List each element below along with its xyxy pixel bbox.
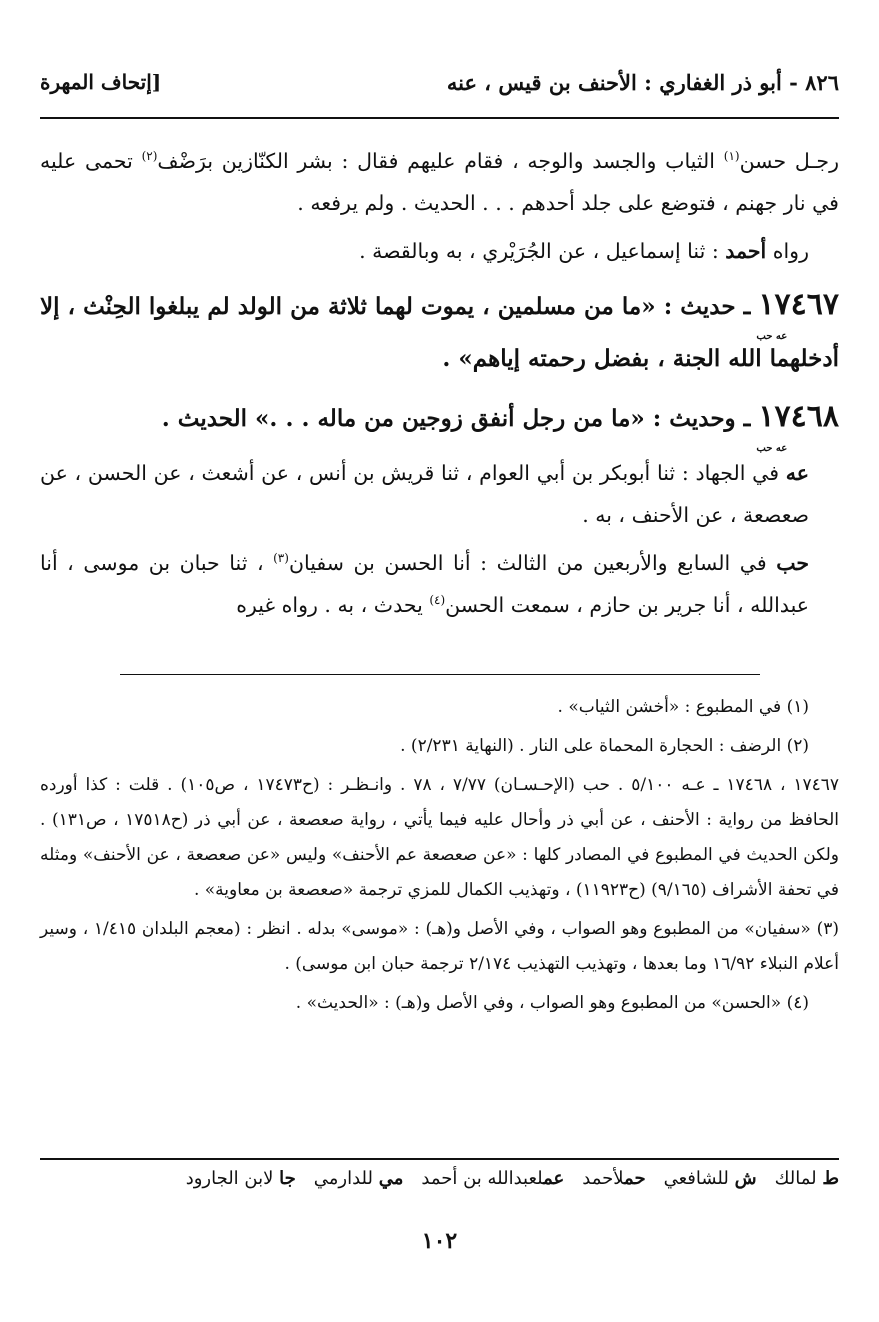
paragraph-3	[40, 452, 839, 536]
source-code: عه	[785, 461, 809, 485]
hadith-number	[756, 280, 839, 342]
legend-label: لأحمد	[582, 1168, 625, 1189]
footnote-references: ١٧٤٦٧ ، ١٧٤٦٨ ـ عـه ٥/١٠٠ . حب (الإحـسـان) ٧/٧٧ ، ٧٨ . وانـظـر : (ح١٧٤٧٣ ، ص١٠٥) . قلت : كذا أورده الحافظ من رواية : الأحنف ، عن أبي ذر وأحال عليه فيما يأتي ، رواية صعصعة ، عن أبي ذر (ح١٧٥١٨ ، ص١٣١) . ولكن الحديث في المطبوع في المصادر كلها : «عن صعصعة عم الأحنف» وليس «عن صعصعة ، عن الأحنف» ومثله في تحفة الأشراف (٩/١٦٥) (ح١١٩٢٣) ، وتهذيب الكمال للمزي ترجمة «صعصعة بن معاوية» .	[40, 775, 840, 900]
hadith-number	[756, 392, 839, 454]
hadith-number-text: ١٧٤٦٨	[758, 399, 839, 434]
legend-code: جا	[279, 1168, 296, 1189]
footnote-ref-3: (٣)	[273, 551, 289, 566]
legend-label: للدارمي	[313, 1168, 373, 1189]
hadith-17467	[40, 280, 839, 384]
text-run: رجـل حسن	[739, 149, 839, 173]
text-run: في السابع والأربعين من الثالث : أنا الحسن بن سفيان	[288, 551, 777, 575]
hadith-text: ـ حديث : «ما من مسلمين ، يموت لهما ثلاثة من الولد لم يبلغوا الحِنْث ، إلا أدخلهما الله الجنة ، بفضل رحمته إياهم» .	[40, 293, 839, 372]
legend-item	[582, 1168, 645, 1189]
text-bold: أحمد	[725, 239, 767, 263]
hadith-source-marks: عه حب	[756, 331, 788, 342]
header-book-title: [إتحاف المهرة	[40, 70, 162, 94]
header-rule	[40, 117, 839, 119]
footnote-ref-4: (٤)	[429, 593, 446, 608]
legend-code: مي	[378, 1168, 404, 1189]
header-title: ٨٢٦ - أبو ذر الغفاري : الأحنف بن قيس ، عنه	[446, 69, 839, 95]
page-number: ١٠٢	[421, 1228, 458, 1254]
footnotes	[40, 690, 839, 1021]
legend-code: ش	[734, 1168, 757, 1189]
legend-item	[664, 1168, 757, 1189]
legend-code: حم	[624, 1168, 646, 1189]
legend-item	[314, 1168, 404, 1189]
text-run: يحدث ، به . رواه غيره	[236, 593, 430, 617]
footnote-ref-2: (٢)	[141, 149, 158, 164]
main-text	[40, 140, 839, 626]
legend-label: لابن الجارود	[185, 1168, 274, 1189]
hadith-number-text: ١٧٤٦٧	[758, 287, 839, 322]
legend-code: عم	[543, 1168, 565, 1189]
legend-rule	[40, 1158, 839, 1160]
legend-item	[186, 1168, 296, 1189]
footnote-rule	[120, 674, 760, 675]
text-run: الثياب والجسد والوجه ، فقام عليهم فقال : بشر الكنّازين برَضْف	[157, 149, 724, 173]
legend-item	[775, 1168, 839, 1189]
text-run: ، ثنا حبان بن موسى ، أنا عبدالله ، أنا جرير بن حازم ، سمعت الحسن	[40, 551, 809, 617]
paragraph-1	[40, 140, 839, 224]
legend-label: للشافعي	[663, 1168, 729, 1189]
footnote-2: (٢) الرضف : الحجارة المحماة على النار . (النهاية ٢/٢٣١) .	[400, 736, 809, 756]
footnote-ref-1: (١)	[723, 149, 740, 164]
hadith-17468	[40, 392, 839, 454]
text-run: رواه	[766, 239, 809, 263]
footnote-1: (١) في المطبوع : «أخشن الثياب» .	[557, 697, 809, 717]
page-header	[40, 62, 839, 102]
text-run: : ثنا إسماعيل ، عن الجُرَيْري ، به وبالقصة .	[359, 239, 726, 263]
footnote-3: (٣) «سفيان» من المطبوع وهو الصواب ، وفي الأصل و(هـ) : «موسى» بدله . انظر : (معجم البلدان ١/٤١٥ ، وسير أعلام النبلاء ١٦/٩٢ وما بعدها ، وتهذيب التهذيب ٢/١٧٤ ترجمة حبان ابن موسى) .	[40, 919, 839, 974]
legend-label: لعبدالله بن أحمد	[421, 1168, 544, 1189]
text-run: تحمى عليه في نار جهنم ، فتوضع على جلد أحدهم . . . الحديث . ولم يرفعه .	[40, 149, 839, 215]
paragraph-2	[40, 230, 839, 272]
text-run: في الجهاد : ثنا أبوبكر بن أبي العوام ، ثنا قريش بن أنس ، عن أشعث ، عن الحسن ، عن صعصعة ، عن الأحنف ، به .	[40, 461, 809, 527]
hadith-source-marks: عه حب	[756, 443, 788, 454]
legend-item	[421, 1168, 564, 1189]
legend-code: ط	[822, 1168, 839, 1189]
abbreviation-legend	[40, 1168, 839, 1189]
paragraph-4	[40, 542, 839, 626]
hadith-text: ـ وحديث : «ما من رجل أنفق زوجين من ماله . . .» الحديث .	[161, 405, 759, 432]
legend-label: لمالك	[774, 1168, 817, 1189]
source-code: حب	[776, 551, 809, 575]
footnote-4: (٤) «الحسن» من المطبوع وهو الصواب ، وفي الأصل و(هـ) : «الحديث» .	[295, 993, 809, 1013]
